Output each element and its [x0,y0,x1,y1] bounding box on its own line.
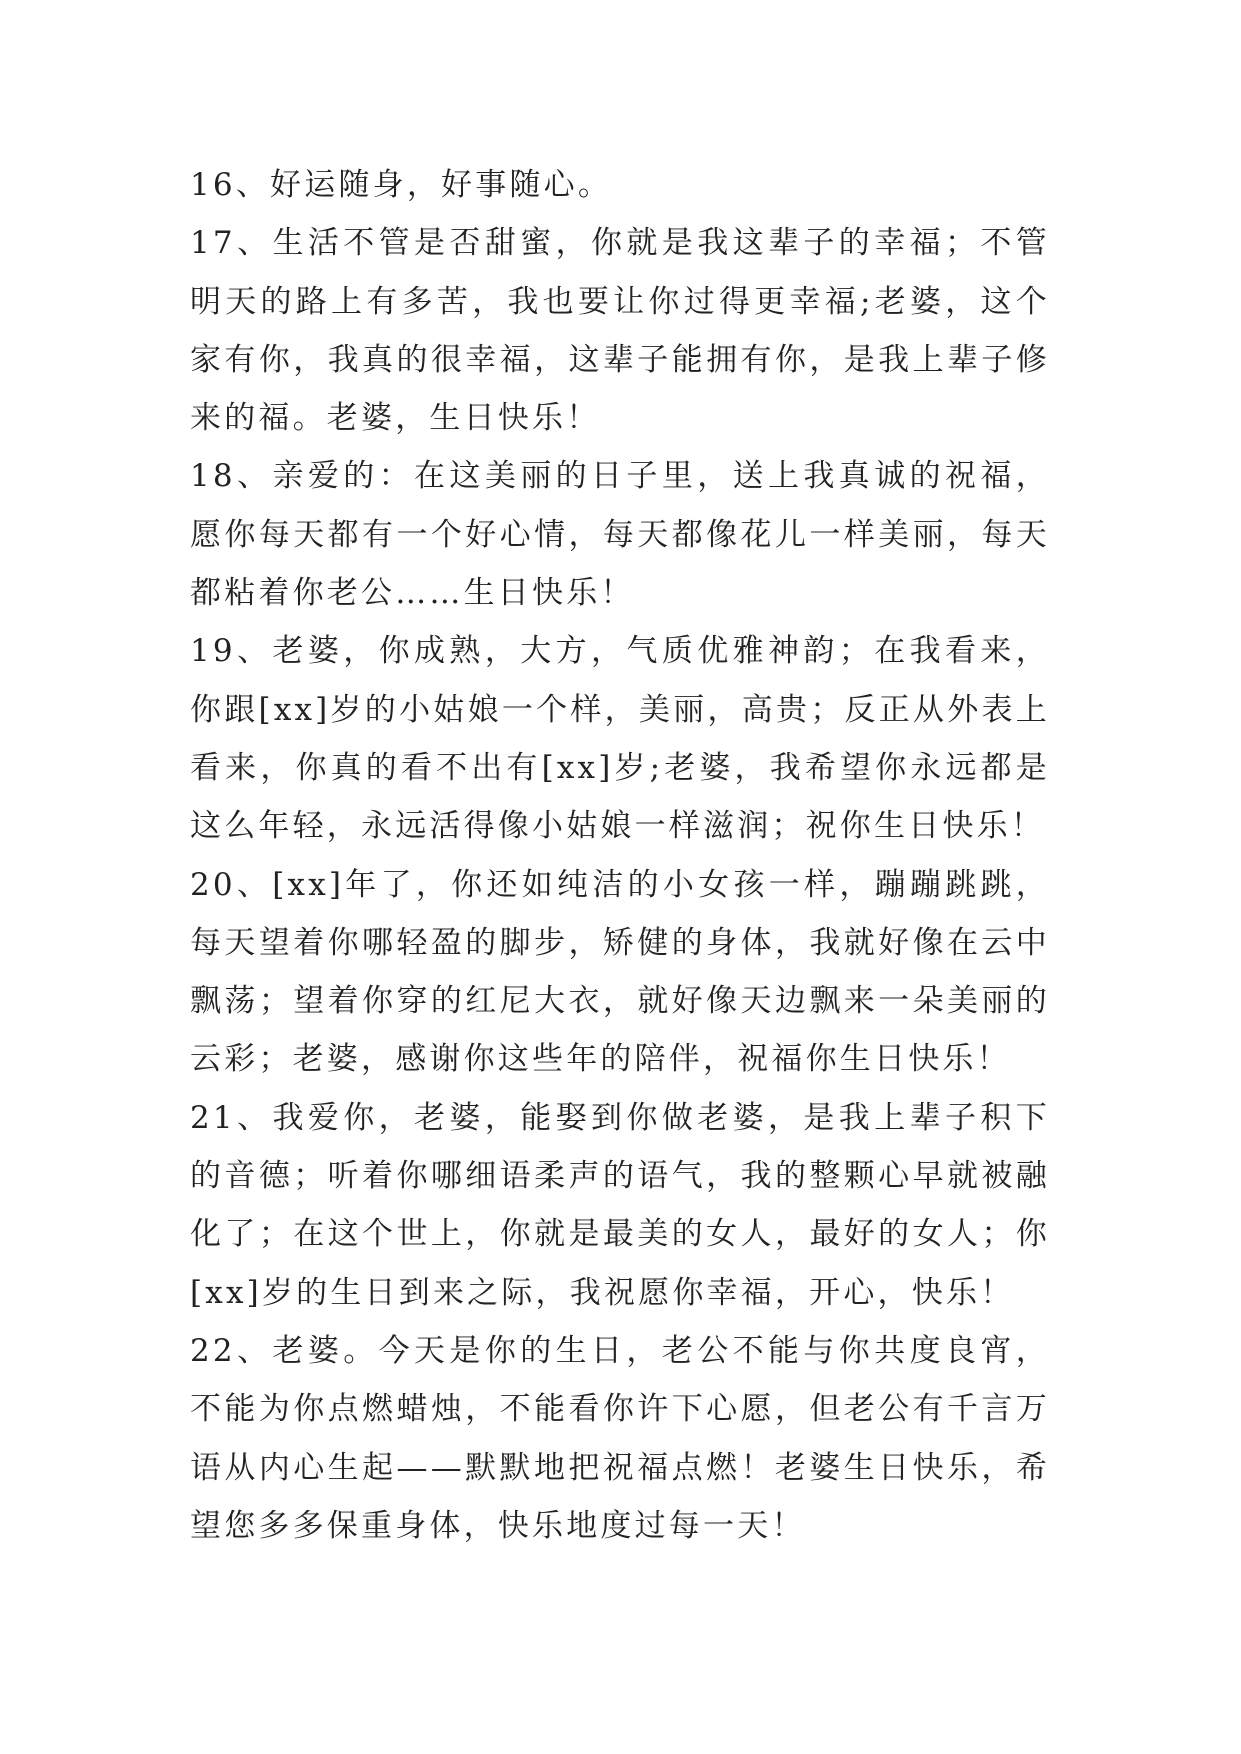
paragraph-21: 21、我爱你，老婆，能娶到你做老婆，是我上辈子积下的音德；听着你哪细语柔声的语气，我的整颗心早就被融化了；在这个世上，你就是最美的女人，最好的女人；你[xx]岁的生日到来之际，我祝愿你幸福，开心，快乐！ [190,1099,1050,1311]
paragraph-22: 22、老婆。今天是你的生日，老公不能与你共度良宵，不能为你点燃蜡烛，不能看你许下心愿，但老公有千言万语从内心生起——默默地把祝福点燃！老婆生日快乐，希望您多多保重身体，快乐地度过每一天！ [190,1332,1050,1544]
paragraph-16: 16、好运随身，好事随心。 [190,167,613,203]
document-body [190,156,1050,1555]
paragraph-18: 18、亲爱的：在这美丽的日子里，送上我真诚的祝福，愿你每天都有一个好心情，每天都像花儿一样美丽，每天都粘着你老公……生日快乐！ [190,458,1050,612]
paragraph-19: 19、老婆，你成熟，大方，气质优雅神韵；在我看来，你跟[xx]岁的小姑娘一个样，美丽，高贵；反正从外表上看来，你真的看不出有[xx]岁;老婆，我希望你永远都是这么年轻，永远活得像小姑娘一样滋润；祝你生日快乐！ [190,633,1050,845]
paragraph-17: 17、生活不管是否甜蜜，你就是我这辈子的幸福；不管明天的路上有多苦，我也要让你过得更幸福;老婆，这个家有你，我真的很幸福，这辈子能拥有你，是我上辈子修来的福。老婆，生日快乐！ [190,225,1050,437]
paragraph-20: 20、[xx]年了，你还如纯洁的小女孩一样，蹦蹦跳跳，每天望着你哪轻盈的脚步，矫健的身体，我就好像在云中飘荡；望着你穿的红尼大衣，就好像天边飘来一朵美丽的云彩；老婆，感谢你这些年的陪伴，祝福你生日快乐！ [190,866,1050,1078]
